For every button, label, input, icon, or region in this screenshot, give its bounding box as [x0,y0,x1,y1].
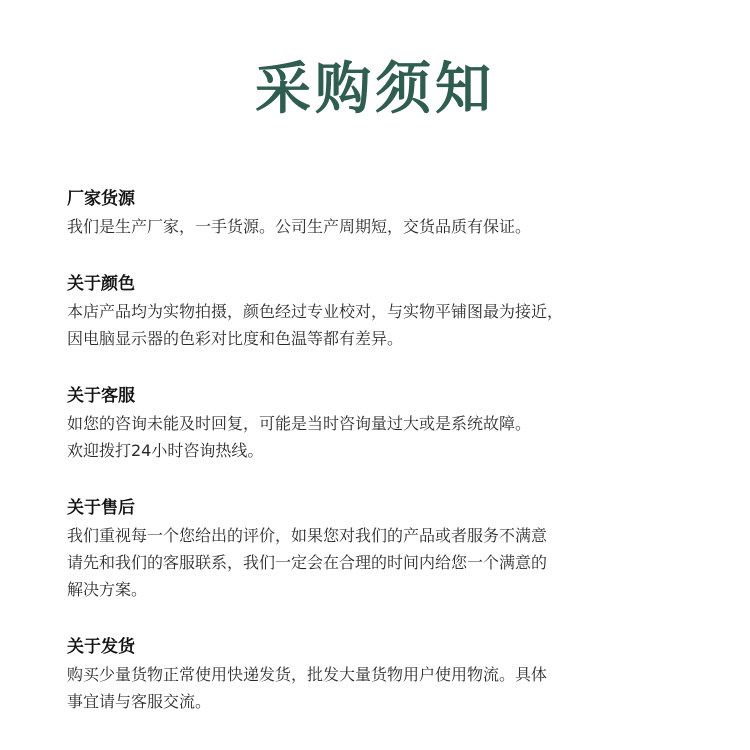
section-heading: 厂家货源 [67,189,135,209]
section-text-line: 欢迎拨打24小时咨询热线。 [67,441,264,460]
section-text-line: 购买少量货物正常使用快递发货，批发大量货物用户使用物流。具体 [67,665,548,684]
section-factory-source [67,186,707,240]
section-heading: 关于发货 [67,637,135,657]
section-heading: 关于客服 [67,386,135,406]
section-text-line: 我们是生产厂家，一手货源。公司生产周期短，交货品质有保证。 [67,217,532,236]
section-about-after-sales [67,495,707,603]
section-heading: 关于售后 [67,498,135,518]
section-text-line: 本店产品均为实物拍摄，颜色经过专业校对，与实物平铺图最为接近， [67,302,564,321]
section-text-line: 我们重视每一个您给出的评价，如果您对我们的产品或者服务不满意 [67,526,548,545]
section-text-line: 事宜请与客服交流。 [67,692,212,711]
notice-sections [67,186,707,715]
section-about-color [67,271,707,352]
section-about-customer-service [67,383,707,464]
page-title: 采购须知 [255,57,495,122]
section-text-line: 请先和我们的客服联系，我们一定会在合理的时间内给您一个满意的 [67,553,548,572]
section-about-shipping [67,634,707,715]
section-heading: 关于颜色 [67,274,135,294]
section-text-line: 因电脑显示器的色彩对比度和色温等都有差异。 [67,329,404,348]
section-text-line: 如您的咨询未能及时回复，可能是当时咨询量过大或是系统故障。 [67,414,532,433]
section-text-line: 解决方案。 [67,580,148,599]
